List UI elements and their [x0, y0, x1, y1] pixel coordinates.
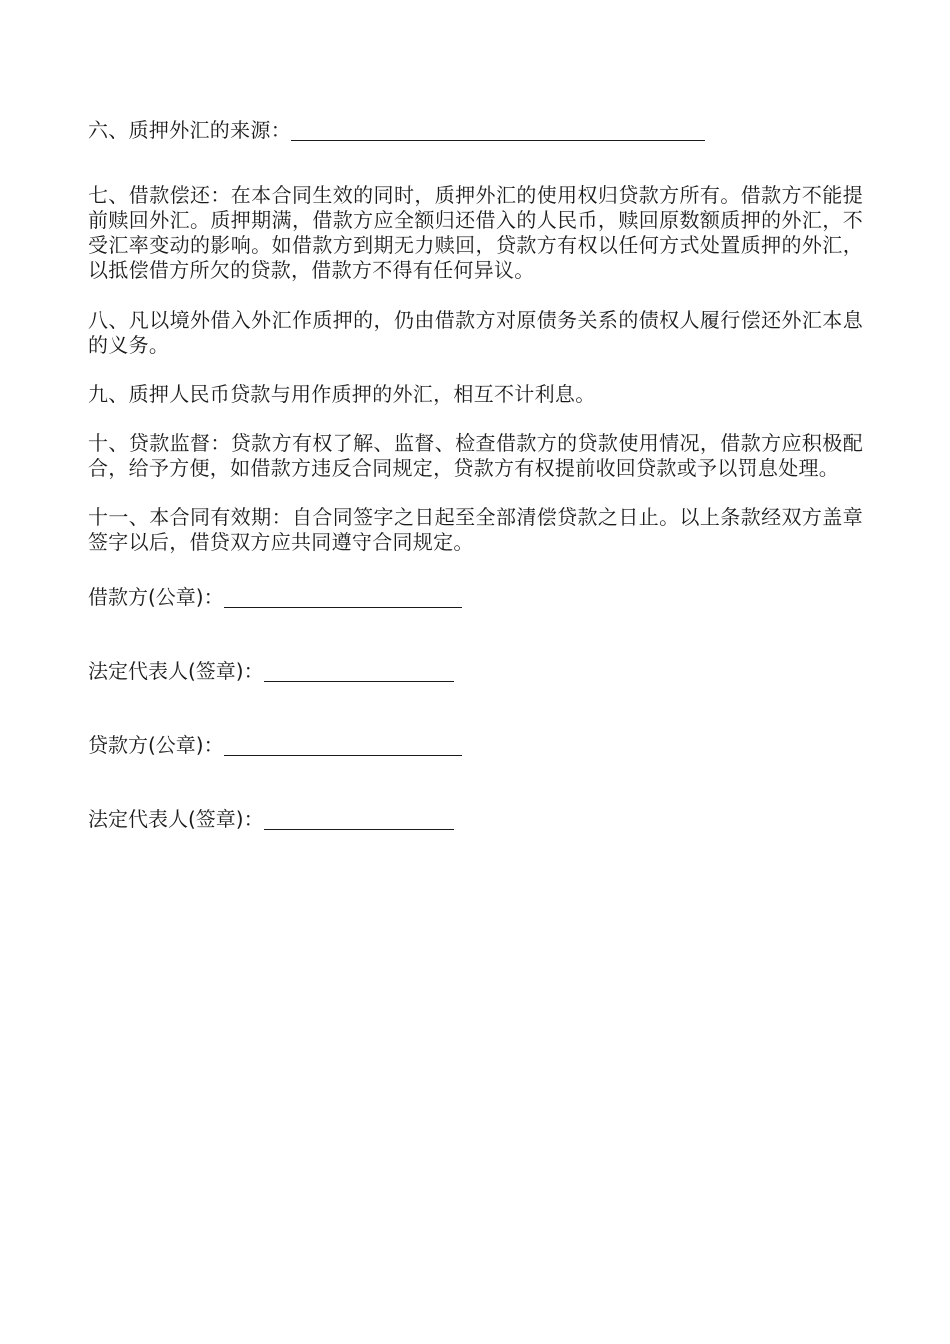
clause-6-text: 六、质押外汇的来源： [88, 118, 291, 142]
clause-6 [88, 118, 863, 143]
signature-borrower-rep-label: 法定代表人(签章)： [88, 659, 264, 683]
signature-lender-line [224, 735, 462, 756]
clause-7: 七、借款偿还：在本合同生效的同时，质押外汇的使用权归贷款方所有。借款方不能提前赎回外汇。质押期满，借款方应全额归还借入的人民币，赎回原数额质押的外汇，不受汇率变动的影响。如借款方到期无力赎回，贷款方有权以任何方式处置质押的外汇，以抵偿借方所欠的贷款，借款方不得有任何异议。 [88, 183, 863, 282]
contract-page [88, 118, 863, 832]
clause-8: 八、凡以境外借入外汇作质押的，仍由借款方对原债务关系的债权人履行偿还外汇本息的义务。 [88, 308, 863, 357]
signature-borrower-rep [88, 659, 863, 684]
signature-lender-label: 贷款方(公章)： [88, 733, 224, 757]
signature-borrower-rep-line [264, 661, 454, 682]
signature-borrower-label: 借款方(公章)： [88, 585, 224, 609]
clause-9: 九、质押人民币贷款与用作质押的外汇，相互不计利息。 [88, 382, 596, 406]
signature-lender-rep-line [264, 809, 454, 830]
signature-lender [88, 733, 863, 758]
clause-6-blank-line [291, 120, 705, 141]
signature-borrower [88, 585, 863, 610]
clause-10: 十、贷款监督：贷款方有权了解、监督、检查借款方的贷款使用情况，借款方应积极配合，给予方便，如借款方违反合同规定，贷款方有权提前收回贷款或予以罚息处理。 [88, 431, 863, 480]
signature-borrower-line [224, 587, 462, 608]
clause-11: 十一、本合同有效期：自合同签字之日起至全部清偿贷款之日止。以上条款经双方盖章签字以后，借贷双方应共同遵守合同规定。 [88, 505, 863, 554]
signature-lender-rep-label: 法定代表人(签章)： [88, 807, 264, 831]
signature-lender-rep [88, 807, 863, 832]
